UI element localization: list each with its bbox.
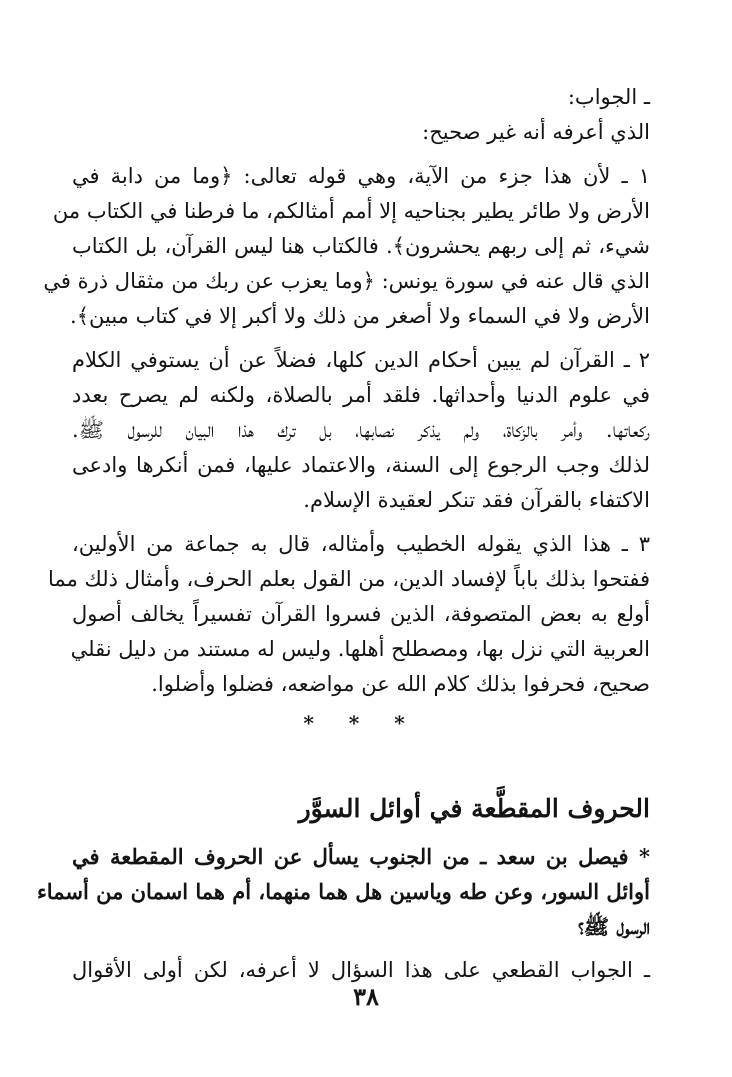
text-line: العربية التي نزل بها، ومصطلح أهلها. وليس له مستند من دليل نقلي	[70, 637, 650, 661]
text-line: لذلك وجب الرجوع إلى السنة، والاعتماد عليها، فمن أنكرها وادعى	[72, 453, 650, 477]
text-line: الذي قال عنه في سورة يونس: ﴿وما يعزب عن ربك من مثقال ذرة في	[43, 269, 650, 293]
question-line: أوائل السور، وعن طه وياسين هل هما منهما، أم هما اسمان من أسماء	[36, 879, 650, 904]
question-line: الرسول ﷺ؟	[577, 914, 650, 939]
text-line: صحيح، فحرفوا بذلك كلام الله عن مواضعه، فضلوا وأضلوا.	[151, 672, 650, 696]
answer-label: ـ الجواب:	[567, 85, 650, 109]
section-separator: * * *	[303, 711, 419, 735]
text-line: الأرض ولا طائر يطير بجناحيه إلا أمم أمثالكم، ما فرطنا في الكتاب من	[52, 199, 650, 223]
text-line: ٢ ـ القرآن لم يبين أحكام الدين كلها، فضلاً عن أن يستوفي الكلام	[72, 348, 650, 372]
page-number: ٣٨	[353, 982, 379, 1011]
text-line: أولع به بعض المتصوفة، الذين فسروا القرآن تفسيراً يخالف أصول	[72, 602, 650, 626]
text-line: ركعاتها. وأمر بالزكاة، ولم يذكر نصابها، بل ترك هذا البيان للرسول ﷺ.	[72, 418, 650, 442]
text-line: شيء، ثم إلى ربهم يحشرون﴾. فالكتاب هنا ليس القرآن، بل الكتاب	[72, 234, 650, 258]
text-line: الاكتفاء بالقرآن فقد تنكر لعقيدة الإسلام.	[303, 488, 650, 512]
section-title: الحروف المقطَّعة في أوائل السوَّر	[298, 794, 650, 823]
text-line: ١ ـ لأن هذا جزء من الآية، وهي قوله تعالى: ﴿وما من دابة في	[72, 164, 650, 188]
text-line: ففتحوا بذلك باباً لإفساد الدين، من القول بعلم الحرف، وأمثال ذلك مما	[48, 567, 650, 591]
question-line: * فيصل بن سعد ـ من الجنوب يسأل عن الحروف المقطعة في	[72, 844, 650, 869]
paragraph-2	[72, 343, 650, 518]
text-line: ٣ ـ هذا الذي يقوله الخطيب وأمثاله، قال به جماعة من الأولين،	[72, 532, 650, 556]
text-line: في علوم الدنيا وأحداثها. فلقد أمر بالصلاة، ولكنه لم يصرح بعدد	[72, 383, 650, 407]
question-paragraph	[36, 839, 650, 944]
paragraph-1	[43, 159, 650, 334]
answer-line: ـ الجواب القطعي على هذا السؤال لا أعرفه، لكن أولى الأقوال	[72, 958, 650, 982]
paragraph-3	[48, 527, 650, 702]
answer-intro-line: الذي أعرفه أنه غير صحيح:	[422, 120, 650, 144]
text-line: الأرض ولا في السماء ولا أصغر من ذلك ولا أكبر إلا في كتاب مبين﴾.	[70, 304, 650, 328]
